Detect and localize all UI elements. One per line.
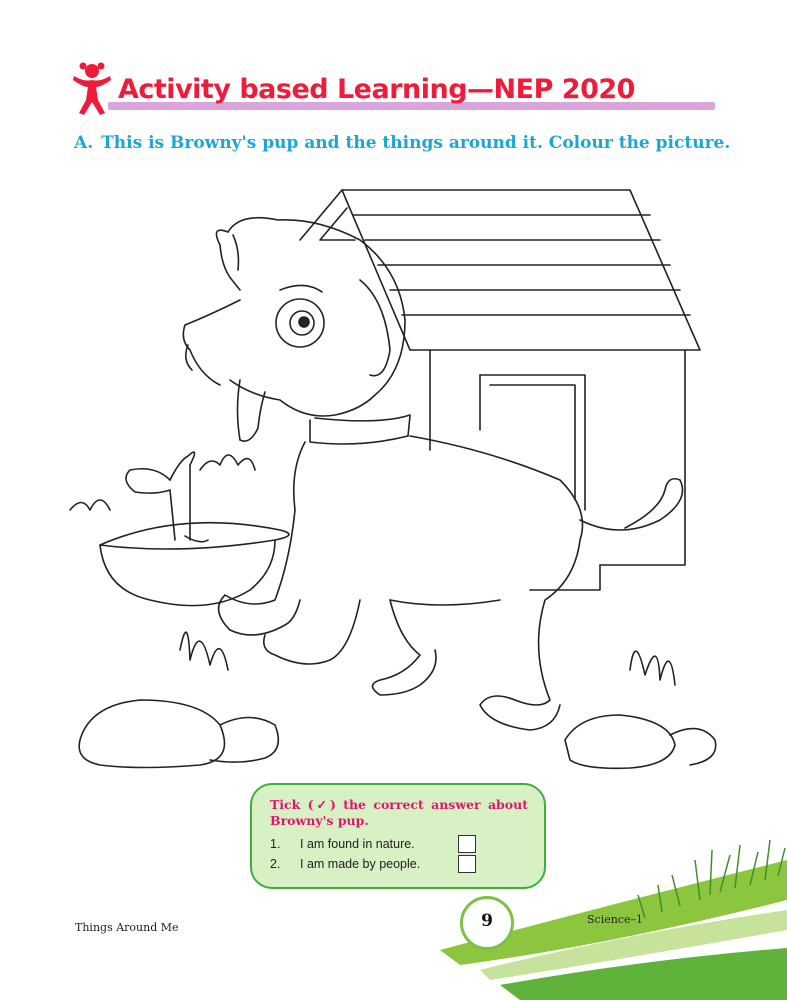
header-title: Activity based Learning—NEP 2020 (118, 74, 635, 105)
question-heading (74, 133, 730, 153)
option-text: I am made by people. (300, 857, 421, 871)
dog-drawing (183, 218, 682, 730)
tick-box-title: Tick (✓) the correct answer about Browny's pup. (270, 797, 528, 828)
bowl-and-bone-drawing (100, 452, 289, 606)
option-number: 2. (270, 857, 281, 871)
stones-drawing (79, 700, 716, 768)
page-number: 9 (481, 911, 493, 931)
option-text: I am found in nature. (300, 837, 415, 851)
kennel-drawing (300, 190, 700, 590)
page-number-badge (460, 896, 514, 950)
footer-book-title: Science–1 (587, 913, 643, 926)
activity-header (70, 60, 715, 120)
option-number: 1. (270, 837, 281, 851)
question-letter: A. (74, 133, 94, 153)
dog-with-kennel-and-bone-bowl-line-drawing[interactable] (60, 180, 740, 780)
footer-chapter-title: Things Around Me (75, 921, 179, 934)
question-text: This is Browny's pup and the things around it. Colour the picture. (101, 133, 731, 153)
kid-figure-icon (70, 60, 114, 116)
